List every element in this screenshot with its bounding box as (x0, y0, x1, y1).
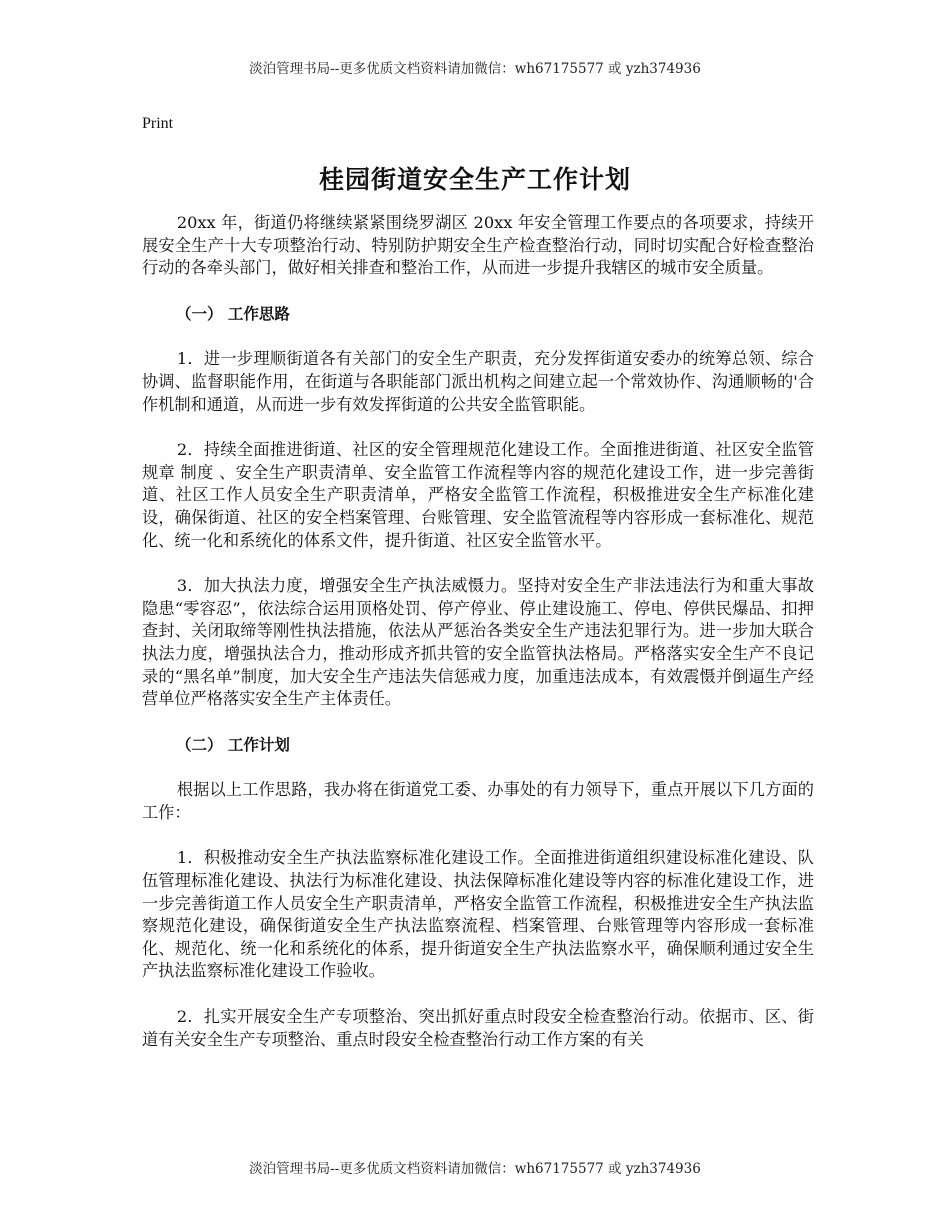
print-label: Print (142, 115, 174, 132)
section-heading-work-plan: （二） 工作计划 (176, 735, 290, 754)
plan-intro-paragraph: 根据以上工作思路，我办将在街道党工委、办事处的有力领导下，重点开展以下几方面的工作： (142, 780, 814, 822)
document-body (142, 212, 814, 1074)
document-title: 桂园街道安全生产工作计划 (318, 165, 631, 194)
approach-paragraph-3: 3．加大执法力度，增强安全生产执法威慑力。坚持对安全生产非法违法行为和重大事故隐患“零容忍”，依法综合运用顶格处罚、停产停业、停止建设施工、停电、停供民爆品、扣押查封、关闭取缔等刚性执法措施，依法从严惩治各类安全生产违法犯罪行为。进一步加大联合执法力度，增强执法合力，推动形成齐抓共管的安全监管执法格局。严格落实安全生产不良记录的“黑名单”制度，加大安全生产违法失信惩戒力度，加重违法成本，有效震慑并倒逼生产经营单位严格落实安全生产主体责任。 (142, 576, 814, 709)
plan-paragraph-2: 2．扎实开展安全生产专项整治、突出抓好重点时段安全检查整治行动。依据市、区、街道有关安全生产专项整治、重点时段安全检查整治行动工作方案的有关 (142, 1007, 814, 1049)
section-heading-work-approach: （一） 工作思路 (176, 304, 290, 323)
plan-paragraph-1: 1．积极推动安全生产执法监察标准化建设工作。全面推进街道组织建设标准化建设、队伍管理标准化建设、执法行为标准化建设、执法保障标准化建设等内容的标准化建设工作，进一步完善街道工作人员安全生产职责清单，严格安全监管工作流程，积极推进安全生产执法监察规范化建设，确保街道安全生产执法监察流程、档案管理、台账管理等内容形成一套标准化、规范化、统一化和系统化的体系，提升街道安全生产执法监察水平，确保顺利通过安全生产执法监察标准化建设工作验收。 (142, 848, 814, 981)
approach-paragraph-1: 1．进一步理顺街道各有关部门的安全生产职责，充分发挥街道安委办的统筹总领、综合协调、监督职能作用，在街道与各职能部门派出机构之间建立起一个常效协作、沟通顺畅的'合作机制和通道，从而进一步有效发挥街道的公共安全监管职能。 (142, 349, 814, 414)
page-header: 淡泊管理书局--更多优质文档资料请加微信：wh67175577 或 yzh374936 (249, 61, 701, 77)
page-footer: 淡泊管理书局--更多优质文档资料请加微信：wh67175577 或 yzh374936 (249, 1161, 701, 1177)
intro-paragraph: 20xx 年，街道仍将继续紧紧围绕罗湖区 20xx 年安全管理工作要点的各项要求，持续开展安全生产十大专项整治行动、特别防护期安全生产检查整治行动，同时切实配合好检查整治行动的各牵头部门，做好相关排查和整治工作，从而进一步提升我辖区的城市安全质量。 (142, 213, 814, 278)
approach-paragraph-2: 2．持续全面推进街道、社区的安全管理规范化建设工作。全面推进街道、社区安全监管 规章 制度 、安全生产职责清单、安全监管工作流程等内容的规范化建设工作，进一步完善街道、社区工作人员安全生产职责清单，严格安全监管工作流程，积极推进安全生产标准化建设，确保街道、社区的安全档案管理、台账管理、安全监管流程等内容形成一套标准化、规范化、统一化和系统化的体系文件，提升街道、社区安全监管水平。 (142, 440, 814, 550)
